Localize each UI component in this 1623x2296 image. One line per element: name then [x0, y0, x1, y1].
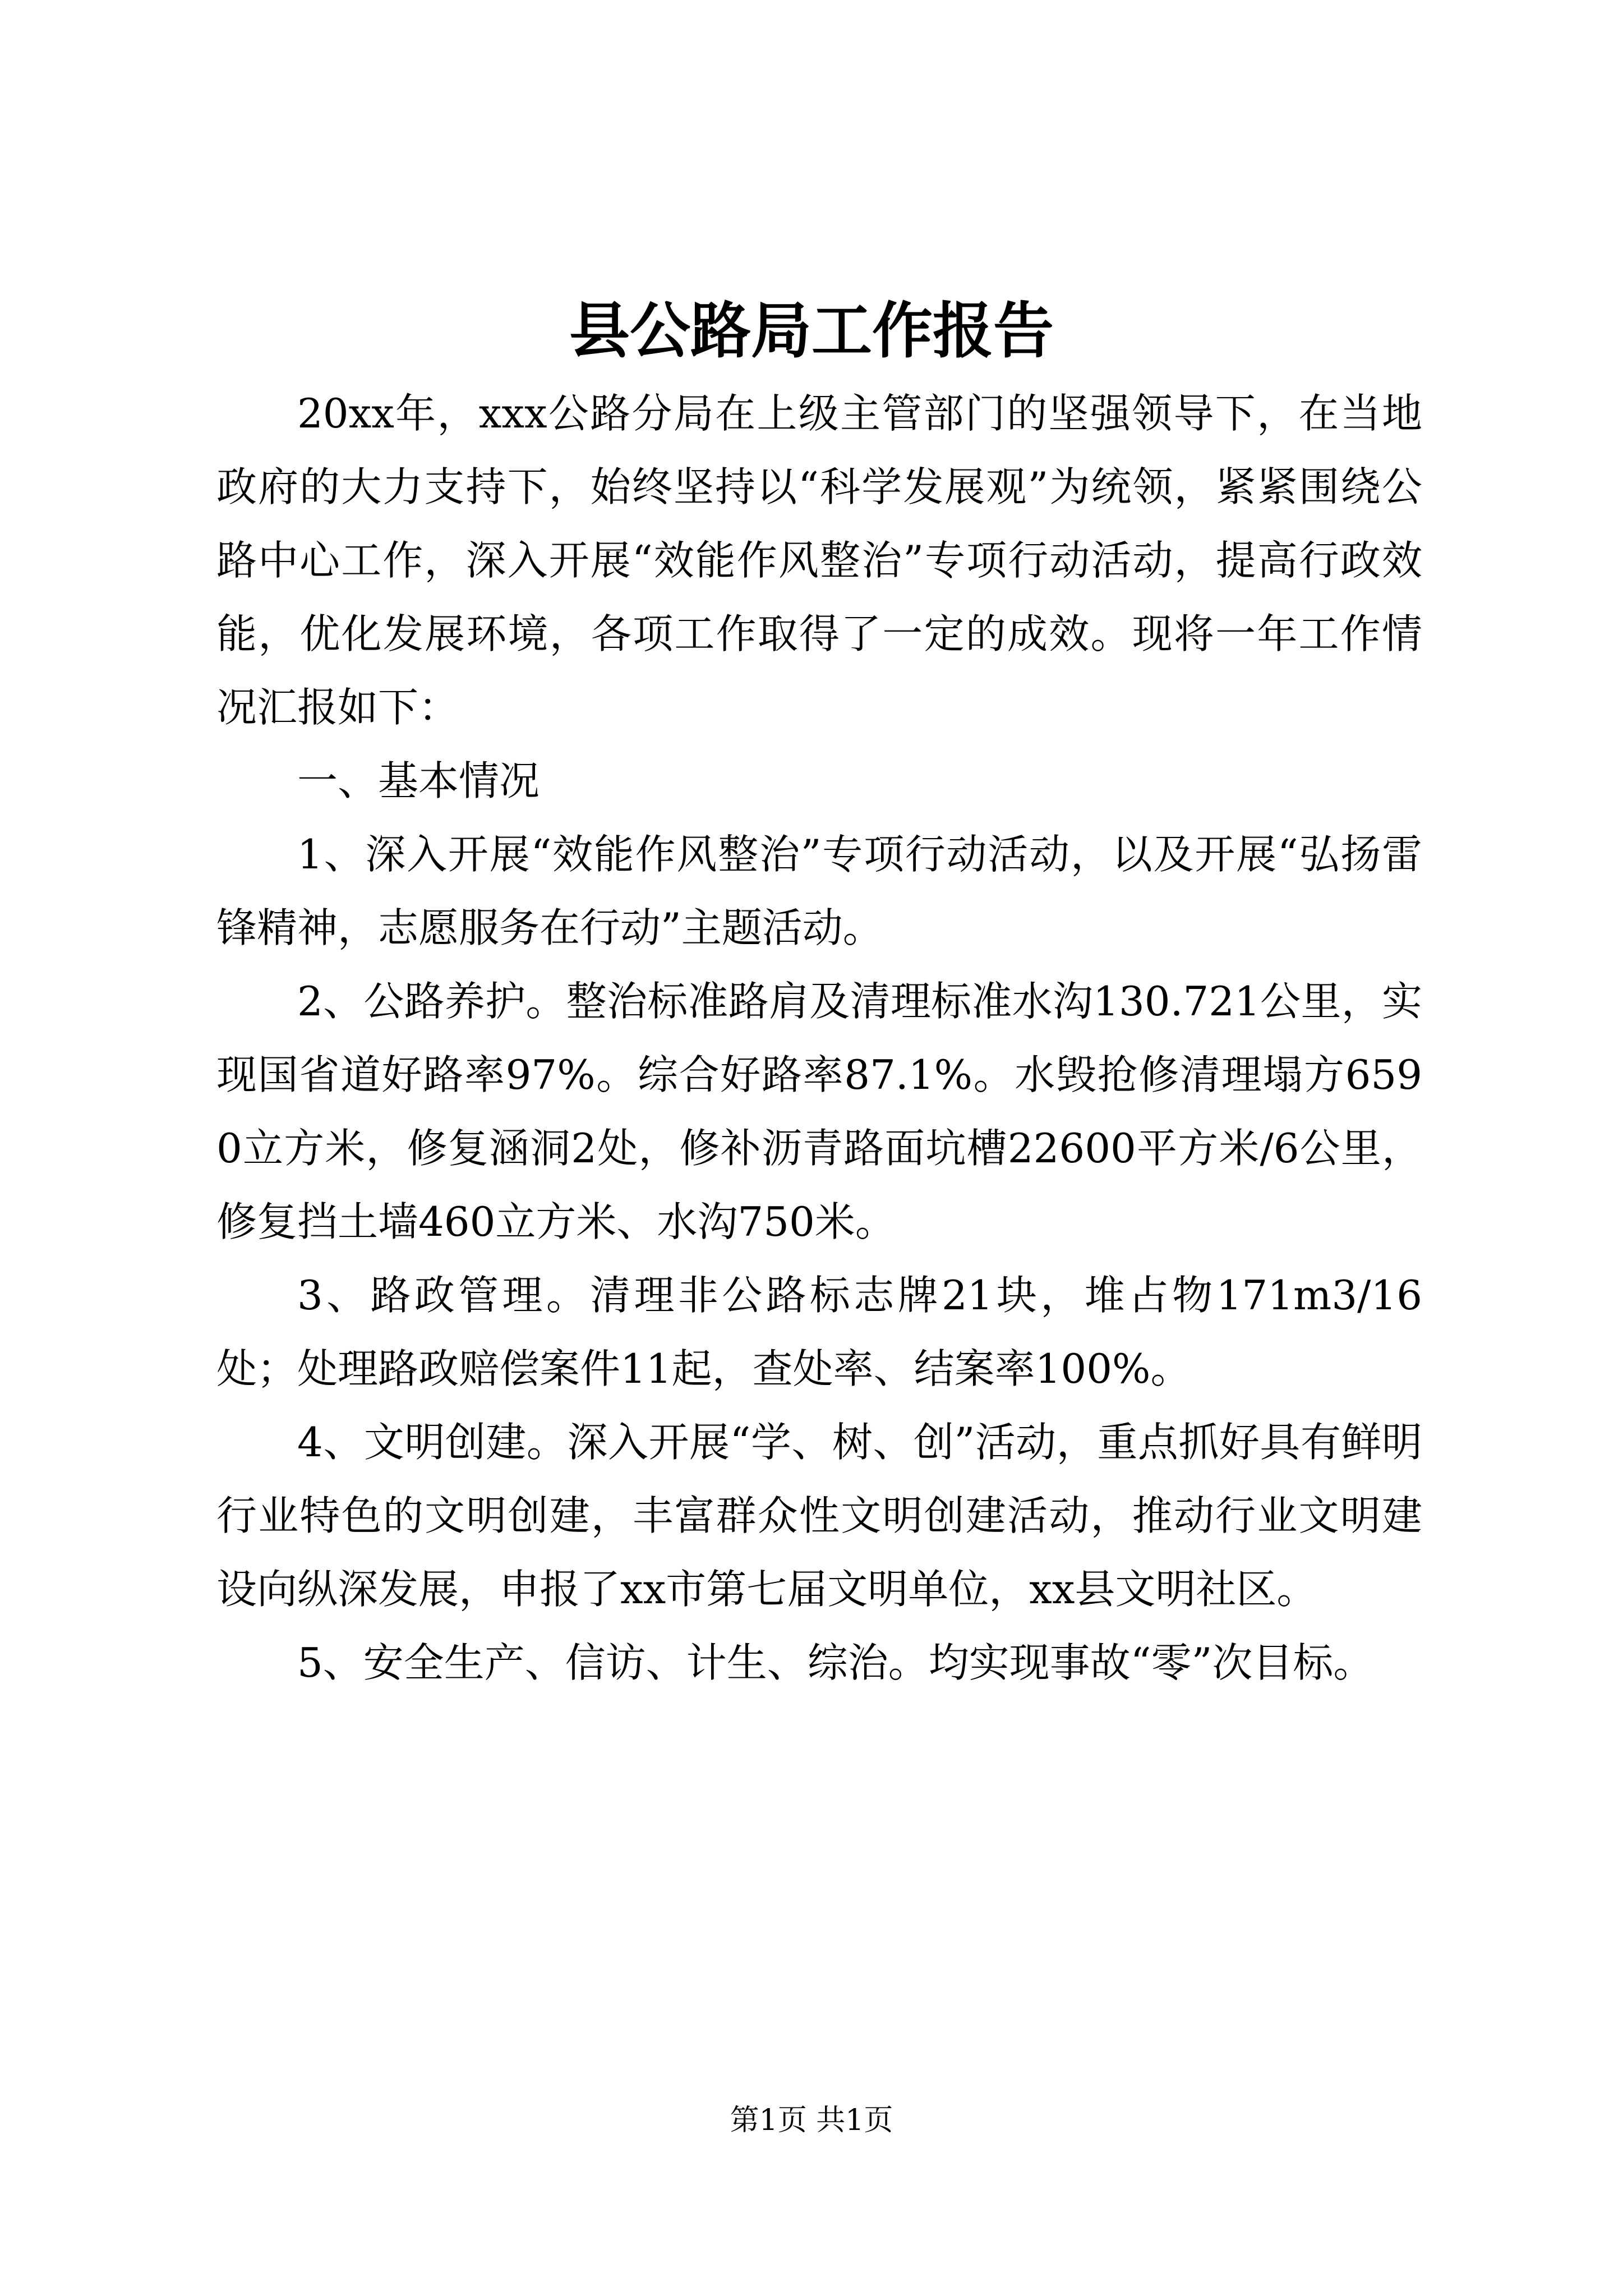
- item-3-paragraph: 3、路政管理。清理非公路标志牌21块，堆占物171m3/16处；处理路政赔偿案件11起，查处率、结案率100%。: [216, 1272, 1422, 1392]
- intro-paragraph: 20xx年，xxx公路分局在上级主管部门的坚强领导下，在当地政府的大力支持下，始终坚持以“科学发展观”为统领，紧紧围绕公路中心工作，深入开展“效能作风整治”专项行动活动，提高行政效能，优化发展环境，各项工作取得了一定的成效。现将一年工作情况汇报如下：: [216, 390, 1422, 731]
- document-body: [216, 377, 1422, 1700]
- item-1-paragraph: 1、深入开展“效能作风整治”专项行动活动，以及开展“弘扬雷锋精神，志愿服务在行动”主题活动。: [216, 831, 1422, 951]
- item-4-paragraph: 4、文明创建。深入开展“学、树、创”活动，重点抓好具有鲜明行业特色的文明创建，丰富群众性文明创建活动，推动行业文明建设向纵深发展，申报了xx市第七届文明单位，xx县文明社区。: [216, 1419, 1422, 1613]
- item-5-paragraph: 5、安全生产、信访、计生、综治。均实现事故“零”次目标。: [297, 1639, 1374, 1686]
- page-footer: 第1页 共1页: [730, 2104, 893, 2137]
- item-2-paragraph: 2、公路养护。整治标准路肩及清理标准水沟130.721公里，实现国省道好路率97%。综合好路率87.1%。水毁抢修清理塌方6590立方米，修复涵洞2处，修补沥青路面坑槽22600平方米/6公里，修复挡土墙460立方米、水沟750米。: [216, 978, 1422, 1245]
- section-heading-basic: 一、基本情况: [297, 757, 540, 804]
- document-title: 县公路局工作报告: [569, 296, 1054, 366]
